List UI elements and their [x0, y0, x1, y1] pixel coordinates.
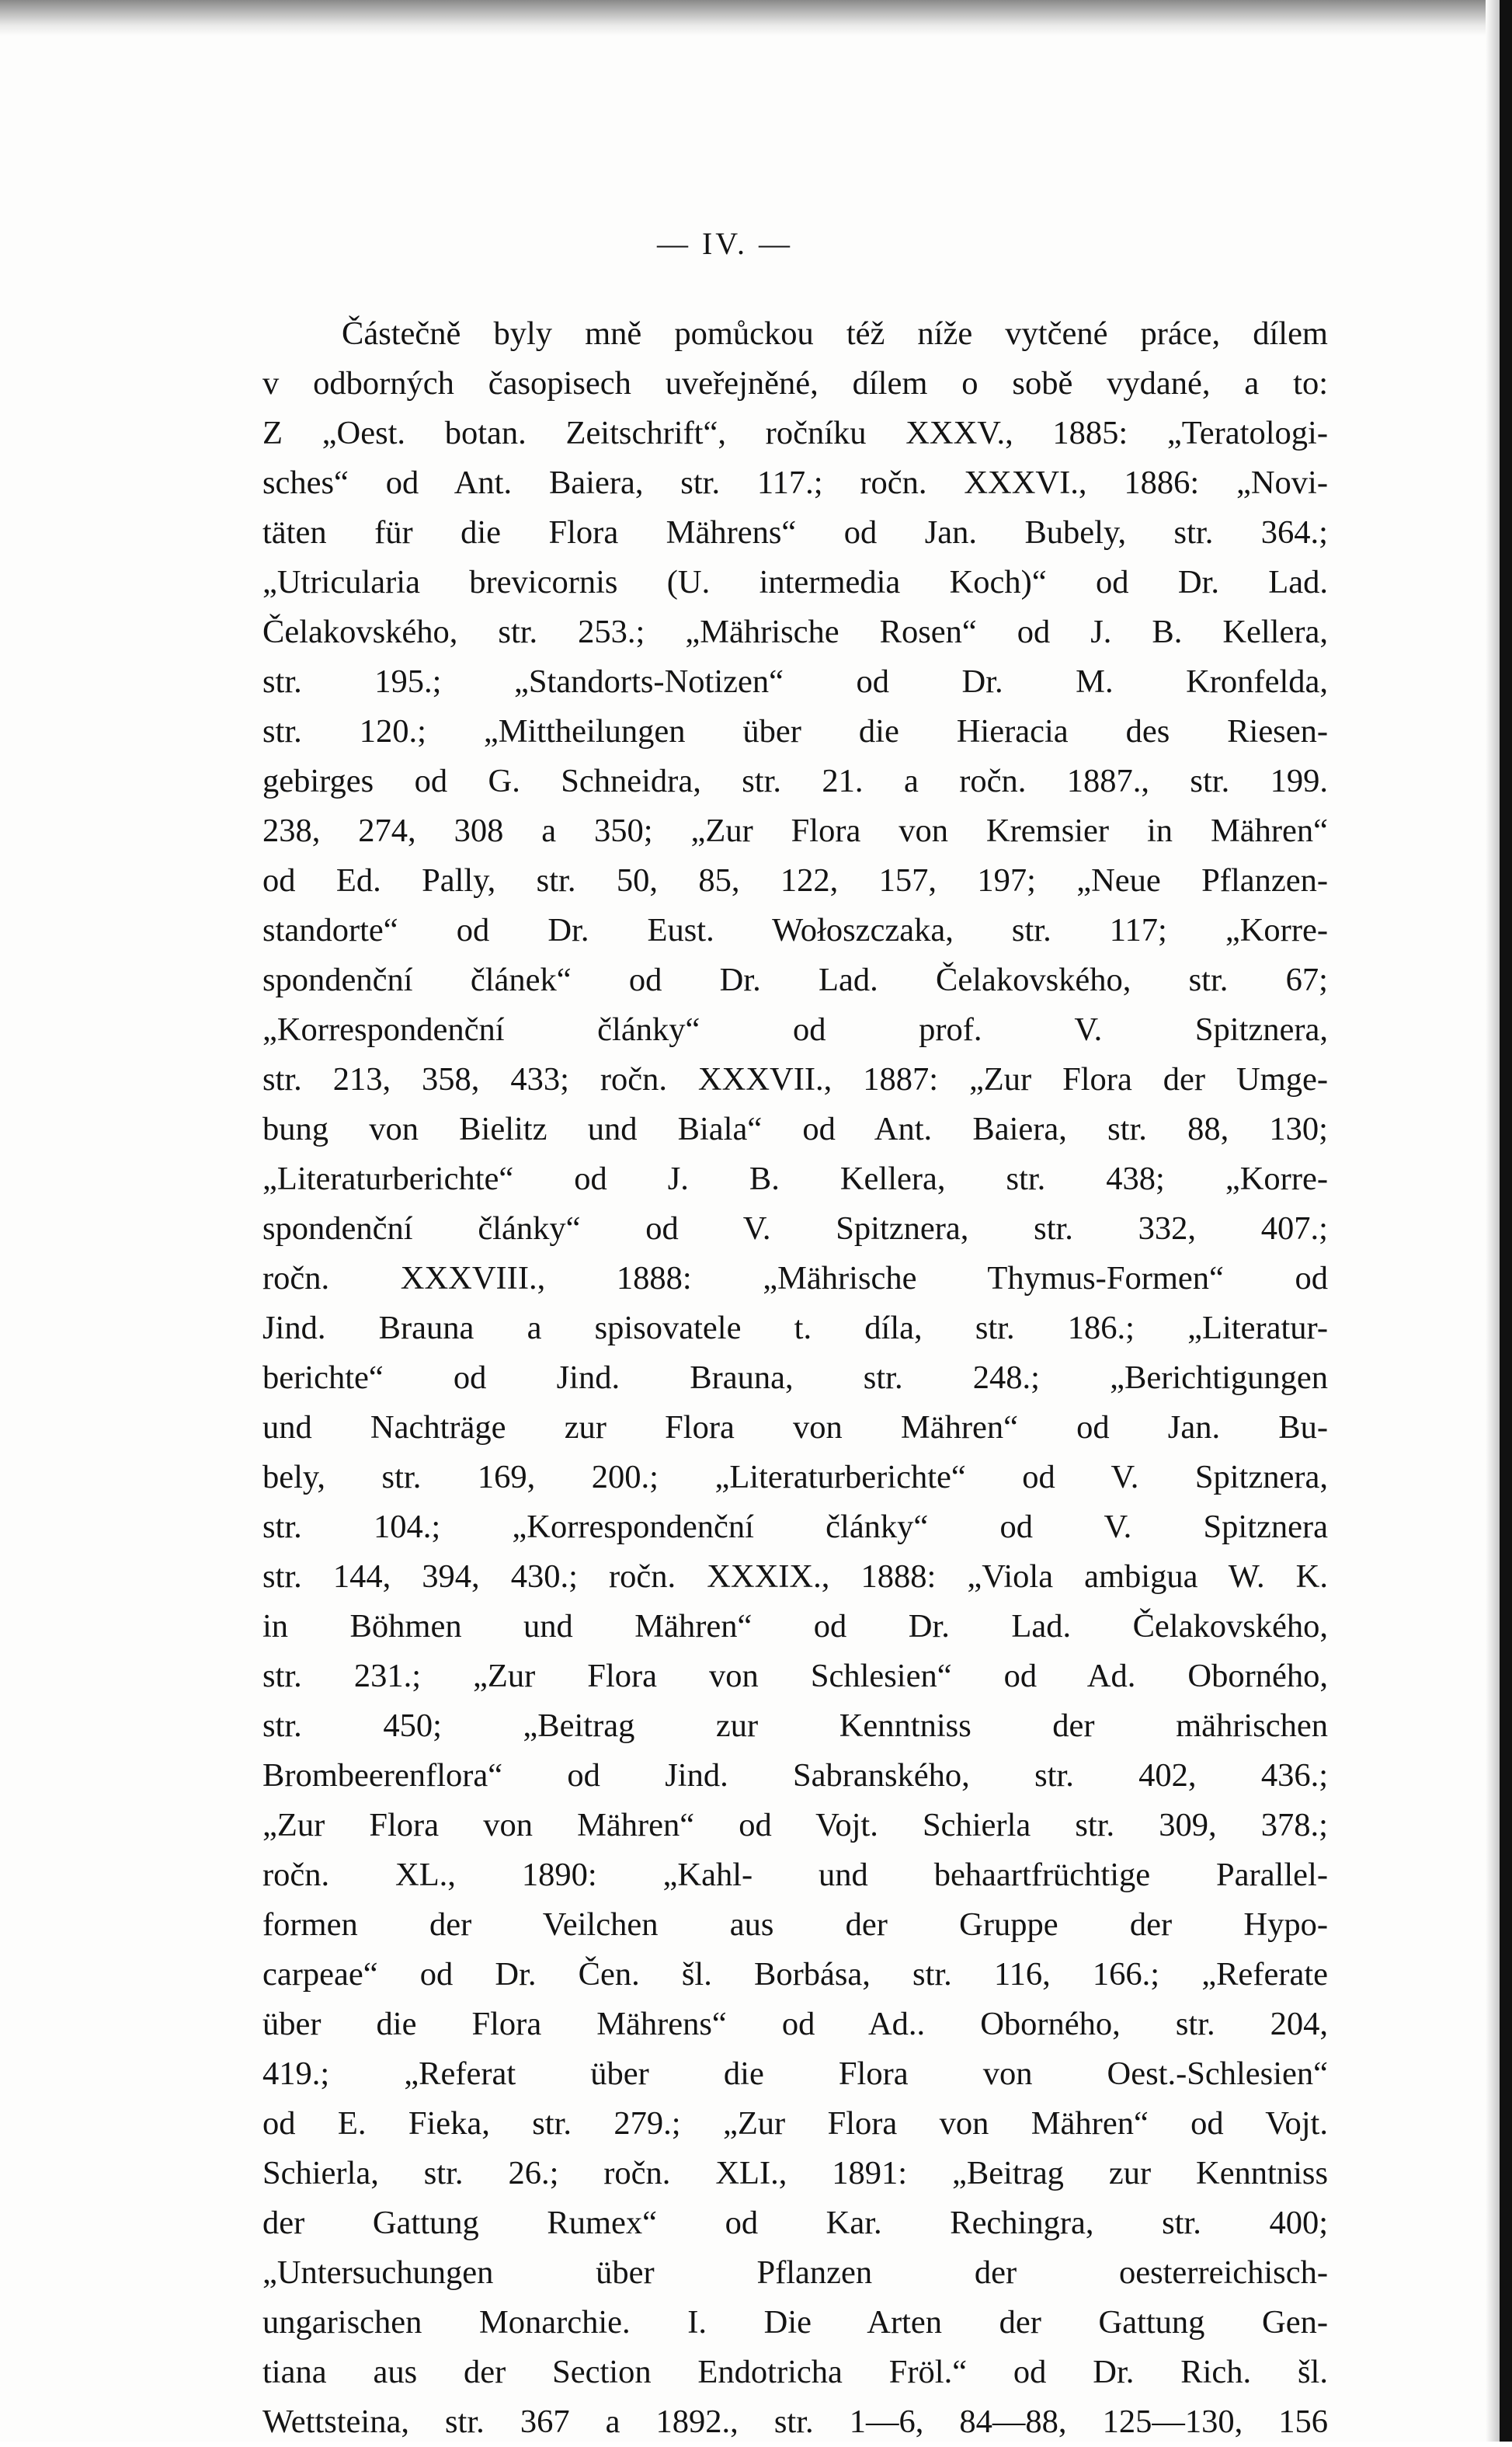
text-line: „Untersuchungen über Pflanzen der oesterreichisch-	[262, 2254, 1328, 2291]
text-line: berichte“ od Jind. Brauna, str. 248.; „Berichtigungen	[262, 1359, 1328, 1396]
text-line: formen der Veilchen aus der Gruppe der Hypo-	[262, 1906, 1328, 1943]
text-line: Jind. Brauna a spisovatele t. díla, str. 186.; „Literatur-	[262, 1310, 1328, 1346]
text-line: „Literaturberichte“ od J. B. Kellera, str. 438; „Korre-	[262, 1161, 1328, 1197]
text-line: gebirges od G. Schneidra, str. 21. a ročn. 1887., str. 199.	[262, 763, 1328, 799]
text-line: Čelakovského, str. 253.; „Mährische Rosen“ od J. B. Kellera,	[262, 614, 1328, 650]
text-line: od Ed. Pally, str. 50, 85, 122, 157, 197; „Neue Pflanzen-	[262, 862, 1328, 899]
text-line: in Böhmen und Mähren“ od Dr. Lad. Čelakovského,	[262, 1608, 1328, 1645]
text-line: 238, 274, 308 a 350; „Zur Flora von Kremsier in Mähren“	[262, 813, 1328, 849]
text-line: über die Flora Mährens“ od Ad.. Oborného, str. 204,	[262, 2006, 1328, 2042]
text-line: Brombeerenflora“ od Jind. Sabranského, str. 402, 436.;	[262, 1757, 1328, 1794]
text-line: ročn. XL., 1890: „Kahl- und behaartfrüchtige Parallel-	[262, 1857, 1328, 1893]
text-line: bung von Bielitz und Biala“ od Ant. Baiera, str. 88, 130;	[262, 1111, 1328, 1147]
text-line: Wettsteina, str. 367 a 1892., str. 1—6, 84—88, 125—130, 156	[262, 2403, 1328, 2440]
text-line: od E. Fieka, str. 279.; „Zur Flora von Mähren“ od Vojt.	[262, 2105, 1328, 2142]
text-line: Z „Oest. botan. Zeitschrift“, ročníku XXXV., 1885: „Teratologi-	[262, 415, 1328, 451]
text-line: Schierla, str. 26.; ročn. XLI., 1891: „Beitrag zur Kenntniss	[262, 2155, 1328, 2191]
text-line: „Korrespondenční články“ od prof. V. Spitznera,	[262, 1011, 1328, 1048]
page-right-shadow	[1486, 0, 1500, 2442]
text-line: „Zur Flora von Mähren“ od Vojt. Schierla str. 309, 378.;	[262, 1807, 1328, 1843]
text-line: sches“ od Ant. Baiera, str. 117.; ročn. XXXVI., 1886: „Novi-	[262, 465, 1328, 501]
page-top-shadow	[0, 0, 1512, 36]
text-line: ročn. XXXVIII., 1888: „Mährische Thymus-Formen“ od	[262, 1260, 1328, 1297]
text-line: spondenční články“ od V. Spitznera, str. 332, 407.;	[262, 1210, 1328, 1247]
text-line: „Utricularia brevicornis (U. intermedia Koch)“ od Dr. Lad.	[262, 564, 1328, 600]
text-line: der Gattung Rumex“ od Kar. Rechingra, str. 400;	[262, 2205, 1328, 2241]
body-paragraph	[262, 309, 1328, 2447]
text-line: str. 104.; „Korrespondenční články“ od V. Spitznera	[262, 1509, 1328, 1545]
text-line: bely, str. 169, 200.; „Literaturberichte“ od V. Spitznera,	[262, 1459, 1328, 1495]
text-line: Částečně byly mně pomůckou též níže vytčené práce, dílem	[342, 315, 1328, 352]
text-line: str. 144, 394, 430.; ročn. XXXIX., 1888: „Viola ambigua W. K.	[262, 1558, 1328, 1595]
text-line: str. 450; „Beitrag zur Kenntniss der mährischen	[262, 1707, 1328, 1744]
text-line: spondenční článek“ od Dr. Lad. Čelakovského, str. 67;	[262, 962, 1328, 998]
text-line: str. 195.; „Standorts-Notizen“ od Dr. M. Kronfelda,	[262, 663, 1328, 700]
text-line: täten für die Flora Mährens“ od Jan. Bubely, str. 364.;	[262, 514, 1328, 551]
text-line: carpeae“ od Dr. Čen. šl. Borbása, str. 116, 166.; „Referate	[262, 1956, 1328, 1993]
text-line: ungarischen Monarchie. I. Die Arten der Gattung Gen-	[262, 2304, 1328, 2341]
text-line: str. 231.; „Zur Flora von Schlesien“ od Ad. Oborného,	[262, 1658, 1328, 1694]
text-line: str. 213, 358, 433; ročn. XXXVII., 1887: „Zur Flora der Umge-	[262, 1061, 1328, 1098]
text-line: 419.; „Referat über die Flora von Oest.-Schlesien“	[262, 2055, 1328, 2092]
text-line: und Nachträge zur Flora von Mähren“ od Jan. Bu-	[262, 1409, 1328, 1446]
page-number: — IV. —	[656, 226, 794, 261]
page-right-edge	[1500, 0, 1512, 2442]
text-line: tiana aus der Section Endotricha Fröl.“ od Dr. Rich. šl.	[262, 2354, 1328, 2390]
text-line: standorte“ od Dr. Eust. Wołoszczaka, str. 117; „Korre-	[262, 912, 1328, 949]
text-line: v odborných časopisech uveřejněné, dílem o sobě vydané, a to:	[262, 365, 1328, 402]
text-line: str. 120.; „Mittheilungen über die Hieracia des Riesen-	[262, 713, 1328, 750]
